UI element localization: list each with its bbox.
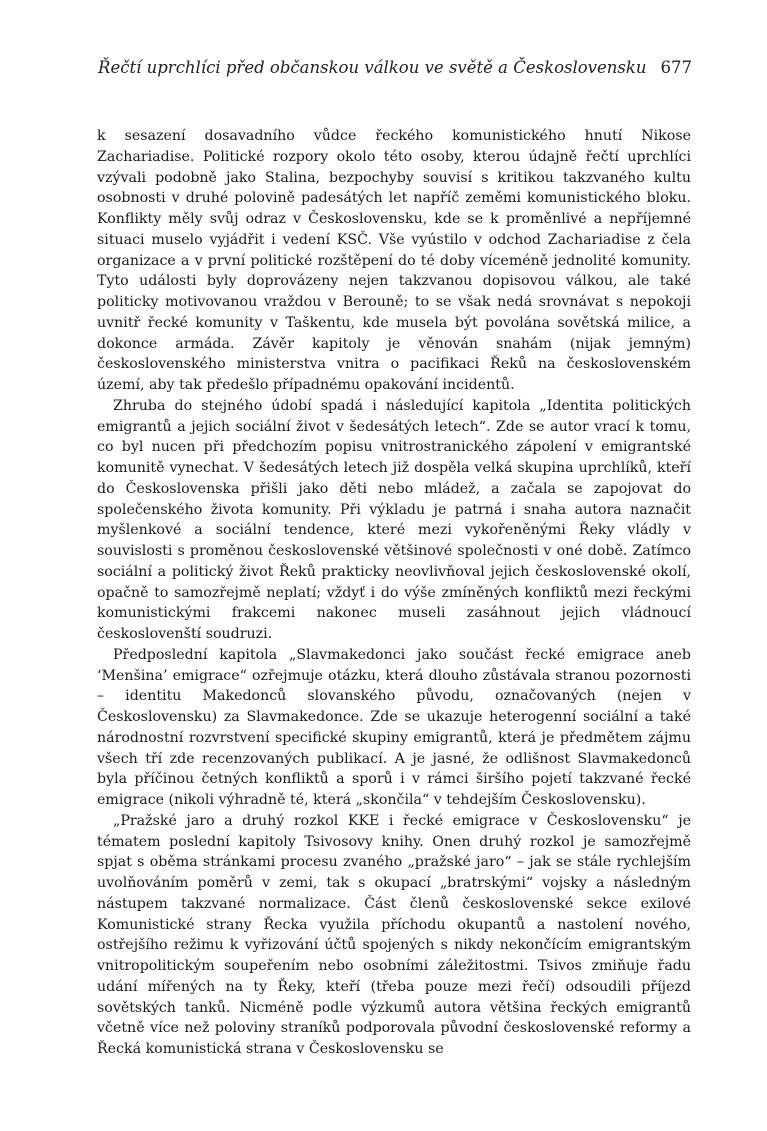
page-number: 677 [660,58,692,77]
paragraph-2: Zhruba do stejného údobí spadá i následující kapitola „Identita politických emigrantů a jejich sociální život v šedesátých letech“. Zde se autor vrací k tomu, co byl nucen při předchozím popisu vnitrostranického zápolení v emigrantské komunitě vynechat. V šedesátých letech již dospěla velká skupina uprchlíků, kteří do Československa přišli jako děti nebo mládež, a začala se zapojovat do společenského života komunity. Při výkladu je patrná i snaha autora naznačit myšlenkové a sociální tendence, které mezi vykořeněnými Řeky vládly v souvislosti s proměnou československé většinové společnosti v oné době. Zatímco sociální a politický život Řeků prakticky neovlivňoval jejich československé okolí, opačně to samozřejmě neplatí; vždyť i do výše zmíněných konfliktů mezi řeckými komunistickými frakcemi nakonec museli zasáhnout jejich vládnoucí českoslovenští soudruzi. [97,397,691,642]
chapter-title: Řečtí uprchlíci před občanskou válkou ve světě a Československu [98,58,647,77]
paragraph-1: k sesazení dosavadního vůdce řeckého komunistického hnutí Nikose Zachariadise. Politické rozpory okolo této osoby, kterou údajně řečtí uprchlíci vzývali podobně jako Stalina, bezpochyby souvisí s kritikou takzvaného kultu osobnosti v druhé polovině padesátých let napříč zeměmi komunistického bloku. Konflikty měly svůj odraz v Československu, kde se k proměnlivé a nepříjemné situaci muselo vyjádřit i vedení KSČ. Vše vyústilo v odchod Zachariadise z čela organizace a v první politické rozštěpení do té doby víceméně jednolité komunity. Tyto události byly doprovázeny nejen takzvanou dopisovou válkou, ale také politicky motivovanou vraždou v Berouně; to se však nedá srovnávat s nepokoji uvnitř řecké komunity v Taškentu, kde musela být povolána sovětská milice, a dokonce armáda. Závěr kapitoly je věnován snahám (nijak jemným) československého ministerstva vnitra o pacifikaci Řeků na československém území, aby tak předešlo případnému opakování incidentů. [97,128,691,393]
paragraph-3: Předposlední kapitola „Slavmakedonci jako součást řecké emigrace aneb ‘Menšina’ emigrace“ ozřejmuje otázku, která dlouho zůstávala stranou pozornosti – identitu Makedonců slovanského původu, označovaných (nejen v Československu) za Slavmakedonce. Zde se ukazuje heterogenní sociální a také národnostní rozvrstvení specifické skupiny emigrantů, která je předmětem zájmu všech tří zde recenzovaných publikací. A je jasné, že odlišnost Slavmakedonců byla příčinou četných konfliktů a sporů i v rámci širšího pojetí takzvané řecké emigrace (nikoli výhradně té, která „skončila“ v tehdejším Československu). [97,646,691,808]
running-header [98,58,692,77]
body-text [97,126,691,1060]
paragraph-4: „Pražské jaro a druhý rozkol KKE i řecké emigrace v Československu“ je tématem poslední kapitoly Tsivosovy knihy. Onen druhý rozkol je samozřejmě spjat s oběma stránkami procesu zvaného „pražské jaro“ – jak se stále rychlejším uvolňováním poměrů v zemi, tak s okupací „bratrskými“ vojsky a následným nástupem takzvané normalizace. Část členů československé sekce exilové Komunistické strany Řecka využila příchodu okupantů a nastolení nového, ostřejšího režimu k vyřizování účtů spojených s nikdy nekončícím emigrantským vnitropolitickým soupeřením nebo osobními záležitostmi. Tsivos zmiňuje řadu udání mířených na ty Řeky, kteří (třeba pouze mezi řečí) odsoudili příjezd sovětských tanků. Nicméně podle výzkumů autora většina řeckých emigrantů včetně více než poloviny straníků podporovala původní československé reformy a Řecká komunistická strana v Československu se [97,812,691,1057]
